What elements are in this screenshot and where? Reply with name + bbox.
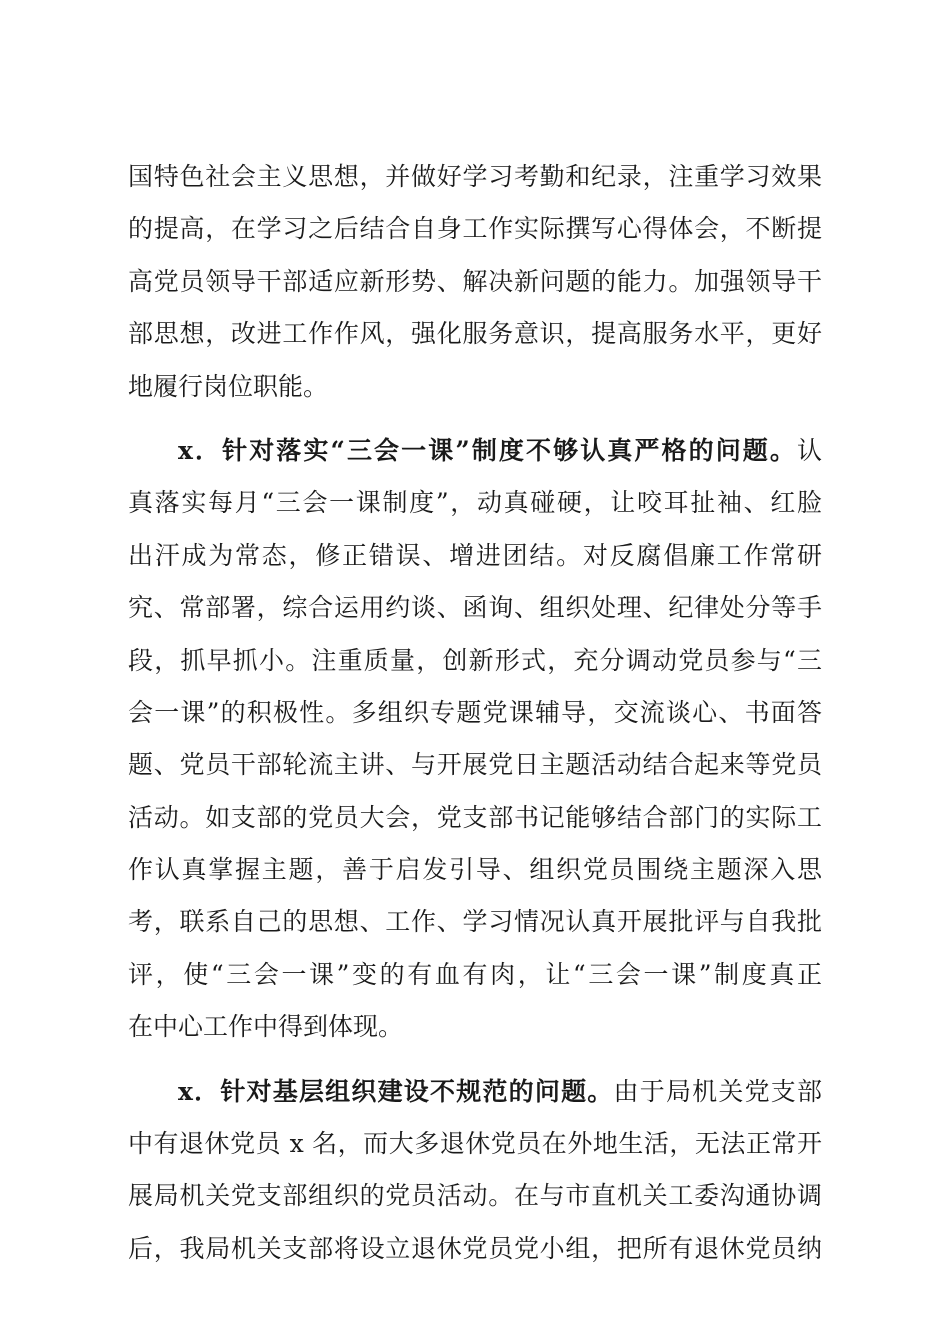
text-span: 由于局机关党支部	[613, 1076, 822, 1106]
text-line: 评，使“三会一课”变的有血有肉，让“三会一课”制度真正	[128, 959, 822, 989]
text-span: 认	[796, 435, 822, 465]
text-line: 会一课”的积极性。多组织专题党课辅导，交流谈心、书面答	[128, 697, 822, 727]
paragraph-2	[128, 425, 822, 1054]
text-line: 真落实每月“三会一课制度”，动真碰硬，让咬耳扯袖、红脸	[128, 488, 822, 518]
paragraph-heading: x．针对落实“三会一课”制度不够认真严格的问题。	[178, 435, 797, 465]
text-line: 国特色社会主义思想，并做好学习考勤和纪录，注重学习效果	[128, 162, 822, 191]
text-line: 后，我局机关支部将设立退休党员党小组，把所有退休党员纳	[128, 1233, 822, 1263]
paragraph-1	[128, 151, 822, 413]
paragraph-heading: x．针对基层组织建设不规范的问题。	[178, 1076, 614, 1106]
text-line: 在中心工作中得到体现。	[128, 1012, 404, 1042]
text-line: 高党员领导干部适应新形势、解决新问题的能力。加强领导干	[128, 266, 822, 296]
text-line: 展局机关党支部组织的党员活动。在与市直机关工委沟通协调	[128, 1181, 822, 1211]
text-line: 部思想，改进工作作风，强化服务意识，提高服务水平，更好	[128, 319, 822, 349]
document-body	[128, 151, 822, 1275]
text-line: 出汗成为常态，修正错误、增进团结。对反腐倡廉工作常研	[128, 540, 822, 570]
text-line: 段，抓早抓小。注重质量，创新形式，充分调动党员参与“三	[128, 645, 822, 675]
text-line: 活动。如支部的党员大会，党支部书记能够结合部门的实际工	[128, 802, 822, 832]
text-line: 考，联系自己的思想、工作、学习情况认真开展批评与自我批	[128, 907, 822, 937]
text-line: 作认真掌握主题，善于启发引导、组织党员围绕主题深入思	[128, 855, 822, 885]
text-line: 地履行岗位职能。	[128, 371, 329, 401]
text-line: 的提高，在学习之后结合自身工作实际撰写心得体会，不断提	[128, 214, 822, 244]
text-line: 究、常部署，综合运用约谈、函询、组织处理、纪律处分等手	[128, 593, 822, 623]
paragraph-first-line	[128, 1066, 822, 1118]
paragraph-first-line	[128, 425, 822, 477]
text-line: 中有退休党员 x 名，而大多退休党员在外地生活，无法正常开	[128, 1129, 822, 1159]
paragraph-3	[128, 1066, 822, 1276]
text-line: 题、党员干部轮流主讲、与开展党日主题活动结合起来等党员	[128, 750, 822, 780]
